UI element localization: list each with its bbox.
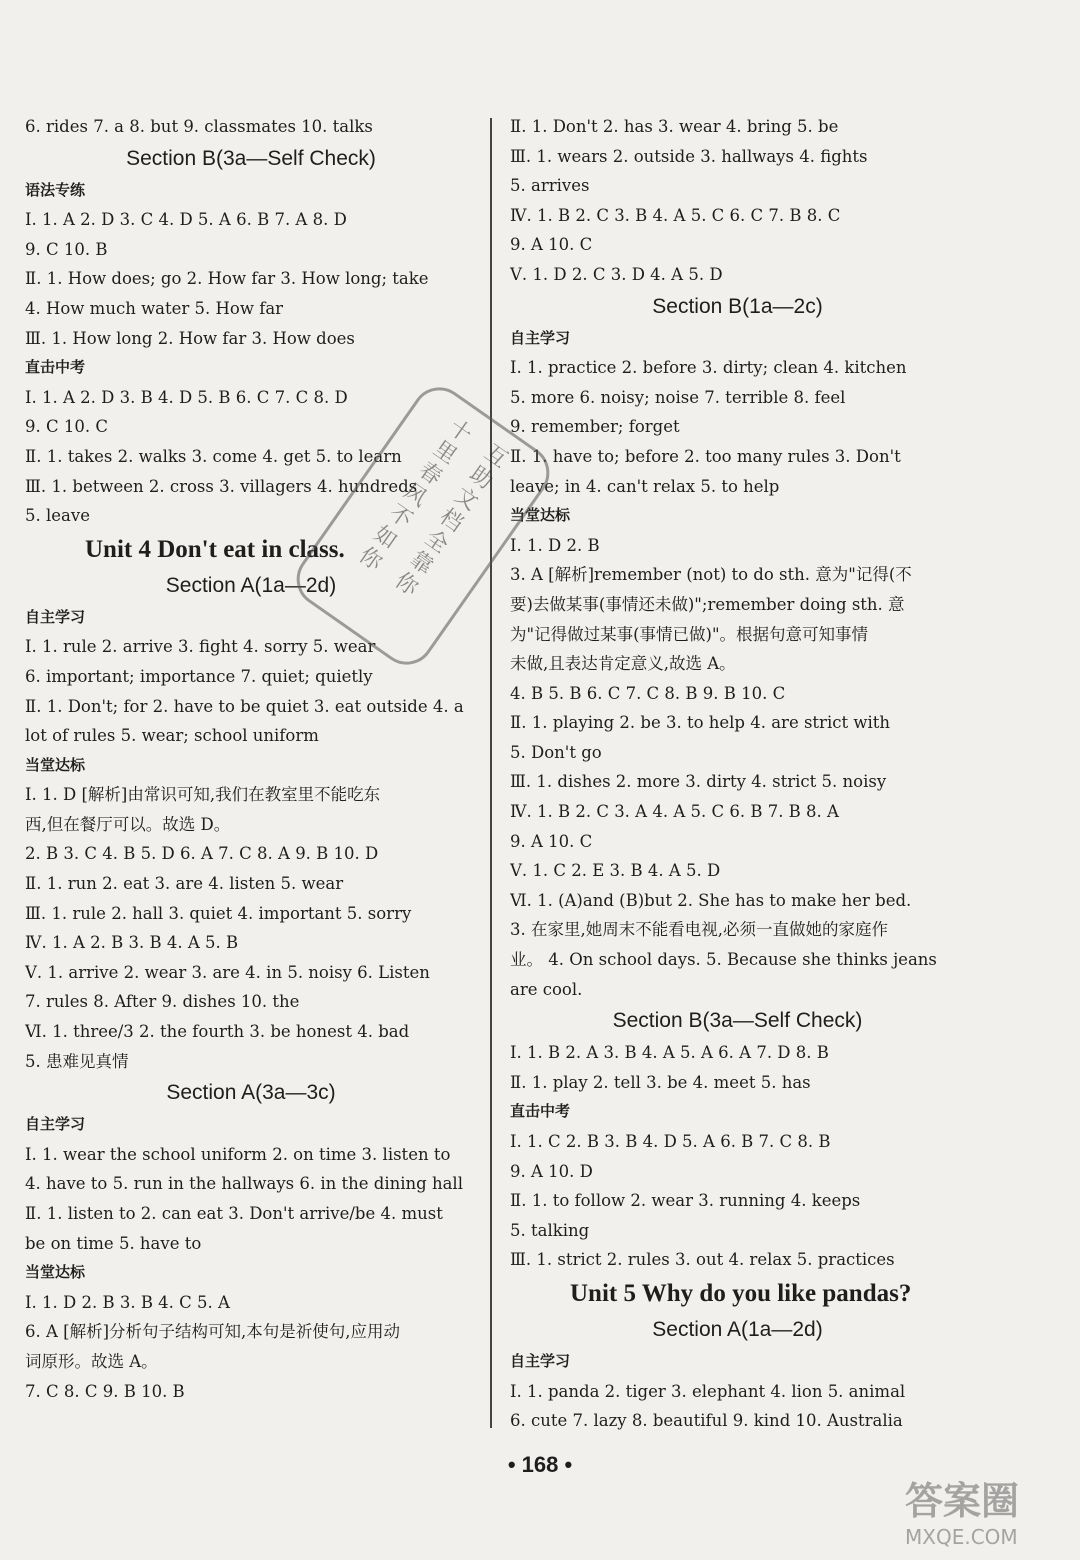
watermark-logo-text: 答案圈 <box>905 1479 1020 1523</box>
answer-line: 5. more 6. noisy; noise 7. terrible 8. feel <box>510 387 846 407</box>
answer-line: be on time 5. have to <box>25 1233 202 1253</box>
section-heading: Section A(1a—2d) <box>165 573 337 597</box>
answer-line: 5. 患难见真情 <box>25 1051 129 1071</box>
answer-line: 5. arrives <box>510 176 590 196</box>
answer-line: 业。 4. On school days. 5. Because she thinks jeans <box>510 950 937 970</box>
answer-line: 9. C 10. C <box>25 417 108 437</box>
site-watermark <box>905 1470 1075 1555</box>
answer-line: Ⅱ. 1. How does; go 2. How far 3. How long; take <box>25 269 429 289</box>
subsection-heading: 语法专练 <box>25 180 86 199</box>
section-heading: Section B(1a—2c) <box>652 294 823 318</box>
section-heading: Section A(3a—3c) <box>166 1081 336 1105</box>
answer-line: 9. remember; forget <box>510 417 680 437</box>
answer-line: Ⅰ. 1. A 2. D 3. B 4. D 5. B 6. C 7. C 8. D <box>25 387 348 407</box>
section-heading: Section B(3a—Self Check) <box>126 146 376 170</box>
stamp-line-2: 互助文档全靠你 <box>390 440 513 602</box>
answer-line: 4. B 5. B 6. C 7. C 8. B 9. B 10. C <box>510 683 786 703</box>
left-column <box>25 112 477 1406</box>
watermark-url: MXQE.COM <box>905 1525 1018 1549</box>
answer-line: Ⅰ. 1. B 2. A 3. B 4. A 5. A 6. A 7. D 8. B <box>510 1043 829 1063</box>
answer-line: Ⅳ. 1. A 2. B 3. B 4. A 5. B <box>25 933 239 953</box>
answer-line: leave; in 4. can't relax 5. to help <box>510 476 780 496</box>
subsection-heading: 当堂达标 <box>510 506 571 525</box>
answer-line: 6. A [解析]分析句子结构可知,本句是祈使句,应用动 <box>25 1322 401 1342</box>
answer-line: 4. How much water 5. How far <box>25 298 284 318</box>
answer-line: Ⅰ. 1. D 2. B 3. B 4. C 5. A <box>25 1292 230 1312</box>
answer-line: Ⅰ. 1. panda 2. tiger 3. elephant 4. lion 5. animal <box>510 1381 906 1401</box>
subsection-heading: 自主学习 <box>25 1115 86 1134</box>
answer-line: Ⅲ. 1. dishes 2. more 3. dirty 4. strict 5. noisy <box>510 772 887 792</box>
answer-line: Ⅰ. 1. D [解析]由常识可知,我们在教室里不能吃东 <box>25 785 381 805</box>
subsection-heading: 当堂达标 <box>25 1263 86 1282</box>
answer-line: Ⅰ. 1. rule 2. arrive 3. fight 4. sorry 5. wear <box>25 637 376 657</box>
answer-line: 2. B 3. C 4. B 5. D 6. A 7. C 8. A 9. B 10. D <box>25 844 379 864</box>
answer-line: 3. A [解析]remember (not) to do sth. 意为"记得(不 <box>510 565 912 585</box>
answer-line: lot of rules 5. wear; school uniform <box>25 726 319 746</box>
unit-title: Unit 4 Don't eat in class. <box>85 535 345 563</box>
answer-line: Ⅲ. 1. strict 2. rules 3. out 4. relax 5. practices <box>510 1250 895 1270</box>
answer-line: Ⅴ. 1. D 2. C 3. D 4. A 5. D <box>510 264 723 284</box>
answer-line: Ⅱ. 1. Don't 2. has 3. wear 4. bring 5. be <box>510 117 839 136</box>
answer-line: Ⅲ. 1. How long 2. How far 3. How does <box>25 328 355 348</box>
subsection-heading: 自主学习 <box>510 328 571 347</box>
answer-line: 要)去做某事(事情还未做)";remember doing sth. 意 <box>510 594 905 614</box>
answer-line: 9. A 10. C <box>510 235 593 255</box>
unit-title: Unit 5 Why do you like pandas? <box>570 1279 912 1307</box>
answer-line: Ⅱ. 1. to follow 2. wear 3. running 4. keeps <box>510 1191 861 1211</box>
subsection-heading: 当堂达标 <box>25 755 86 774</box>
answer-line: Ⅳ. 1. B 2. C 3. B 4. A 5. C 6. C 7. B 8. C <box>510 205 841 225</box>
answer-line: 6. important; importance 7. quiet; quietly <box>25 666 373 686</box>
answer-line: are cool. <box>510 979 583 999</box>
answer-line: 9. C 10. B <box>25 239 108 259</box>
answer-line: Ⅱ. 1. playing 2. be 3. to help 4. are strict with <box>510 713 890 733</box>
answer-line: Ⅲ. 1. wears 2. outside 3. hallways 4. fights <box>510 146 868 166</box>
answer-line: 3. 在家里,她周末不能看电视,必须一直做她的家庭作 <box>510 920 888 940</box>
page-number: • 168 • <box>507 1452 573 1477</box>
answer-line: Ⅴ. 1. C 2. E 3. B 4. A 5. D <box>510 861 721 881</box>
answer-line: 5. leave <box>25 506 90 526</box>
stamp-line-1: 十里春风不如你 <box>354 414 477 576</box>
answer-line: 5. Don't go <box>510 742 602 762</box>
answer-line: 7. C 8. C 9. B 10. B <box>25 1381 185 1401</box>
right-column <box>510 112 965 1436</box>
answer-line: 6. cute 7. lazy 8. beautiful 9. kind 10. Australia <box>510 1411 903 1431</box>
subsection-heading: 自主学习 <box>510 1351 571 1370</box>
answer-line: 4. have to 5. run in the hallways 6. in the dining hall <box>25 1174 463 1194</box>
answer-line: Ⅵ. 1. (A)and (B)but 2. She has to make her bed. <box>510 890 912 910</box>
answer-line: 词原形。故选 A。 <box>25 1351 158 1371</box>
subsection-heading: 自主学习 <box>25 607 86 626</box>
column-divider <box>490 118 492 1428</box>
answer-line: Ⅱ. 1. play 2. tell 3. be 4. meet 5. has <box>510 1072 811 1092</box>
answer-line: Ⅳ. 1. B 2. C 3. A 4. A 5. C 6. B 7. B 8. A <box>510 802 839 822</box>
answer-line: 6. rides 7. a 8. but 9. classmates 10. talks <box>25 117 373 136</box>
answer-line: Ⅵ. 1. three/3 2. the fourth 3. be honest 4. bad <box>25 1022 410 1042</box>
answer-line: 西,但在餐厅可以。故选 D。 <box>25 814 231 834</box>
answer-line: 未做,且表达肯定意义,故选 A。 <box>510 654 736 674</box>
answer-line: Ⅱ. 1. listen to 2. can eat 3. Don't arrive/be 4. must <box>25 1204 443 1223</box>
answer-line: Ⅰ. 1. D 2. B <box>510 535 600 555</box>
answer-line: 为"记得做过某事(事情已做)"。根据句意可知事情 <box>510 624 869 644</box>
answer-line: Ⅲ. 1. rule 2. hall 3. quiet 4. important 5. sorry <box>25 903 412 923</box>
subsection-heading: 直击中考 <box>510 1102 571 1121</box>
answer-line: 5. talking <box>510 1220 590 1240</box>
answer-line: 9. A 10. D <box>510 1161 593 1181</box>
answer-line: Ⅱ. 1. takes 2. walks 3. come 4. get 5. to learn <box>25 446 402 466</box>
answer-line: Ⅰ. 1. wear the school uniform 2. on time 3. listen to <box>25 1144 451 1164</box>
answer-line: Ⅴ. 1. arrive 2. wear 3. are 4. in 5. noisy 6. Listen <box>25 962 430 982</box>
answer-line: Ⅱ. 1. Don't; for 2. have to be quiet 3. eat outside 4. a <box>25 696 464 716</box>
subsection-heading: 直击中考 <box>25 358 86 377</box>
answer-line: 9. A 10. C <box>510 831 593 851</box>
answer-line: Ⅲ. 1. between 2. cross 3. villagers 4. hundreds <box>25 476 418 496</box>
answer-line: Ⅰ. 1. C 2. B 3. B 4. D 5. A 6. B 7. C 8. B <box>510 1132 831 1151</box>
answer-line: Ⅰ. 1. A 2. D 3. C 4. D 5. A 6. B 7. A 8. D <box>25 210 347 230</box>
section-heading: Section A(1a—2d) <box>652 1317 823 1341</box>
answer-line: 7. rules 8. After 9. dishes 10. the <box>25 992 300 1012</box>
section-heading: Section B(3a—Self Check) <box>612 1009 863 1033</box>
answer-line: Ⅱ. 1. run 2. eat 3. are 4. listen 5. wear <box>25 874 344 894</box>
answer-line: Ⅱ. 1. have to; before 2. too many rules 3. Don't <box>510 446 901 466</box>
answer-line: Ⅰ. 1. practice 2. before 3. dirty; clean 4. kitchen <box>510 358 907 378</box>
